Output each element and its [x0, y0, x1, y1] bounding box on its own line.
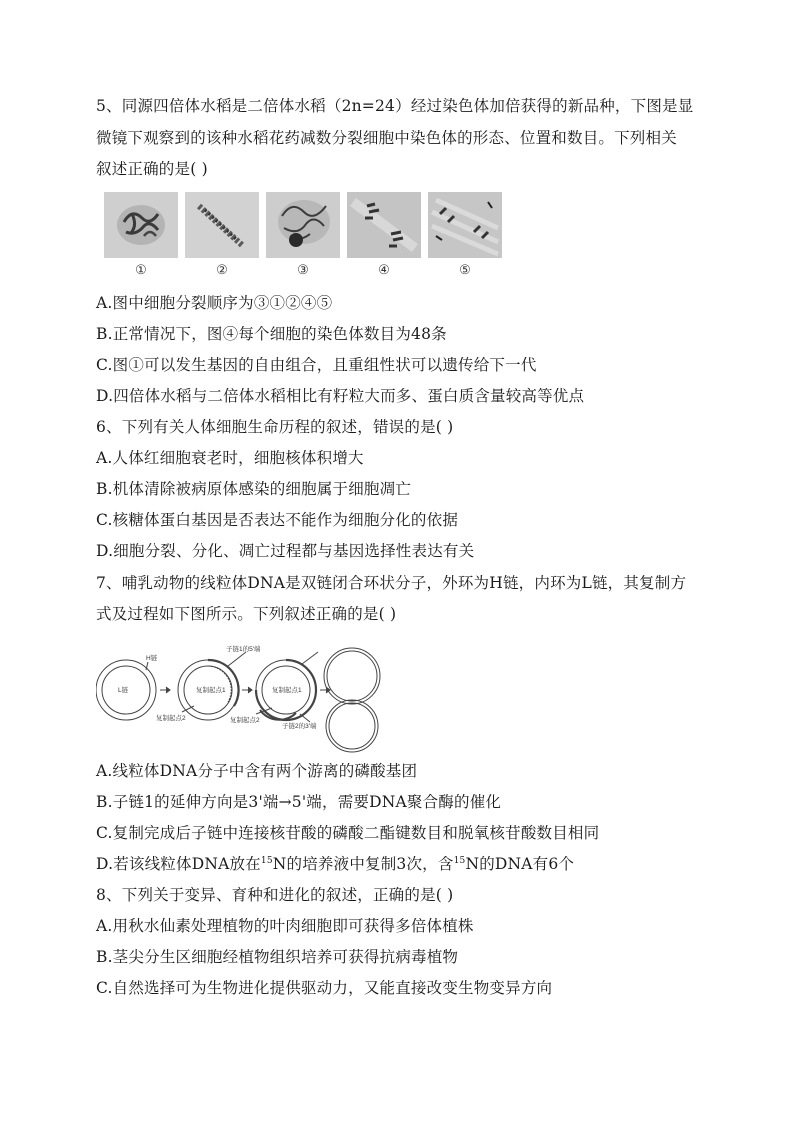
- q7-stem-line-2: 式及过程如下图所示。下列叙述正确的是( ): [96, 605, 397, 623]
- label-origin1-b: 复制起点1: [272, 687, 302, 694]
- label-strand2-3end: 子链2的3'端: [282, 723, 317, 730]
- q5-stem-line-3: 叙述正确的是( ): [96, 160, 208, 178]
- label-origin2-b: 复制起点2: [230, 717, 260, 724]
- q7-stem-line-1: 7、哺乳动物的线粒体DNA是双链闭合环状分子，外环为H链，内环为L链，其复制方: [96, 574, 687, 592]
- label-strand1-5end: 子链1的5'端: [226, 646, 261, 653]
- q6-stem: 6、下列有关人体细胞生命历程的叙述，错误的是( ): [96, 418, 454, 436]
- q7-option-d-mid: N的培养液中复制3次，含: [272, 855, 454, 873]
- micrograph-3: [266, 192, 340, 258]
- q8-option-c: C.自然选择可为生物进化提供驱动力，又能直接改变生物变异方向: [96, 979, 553, 997]
- micrograph-2: [185, 192, 259, 258]
- q5-stem-line-2: 微镜下观察到的该种水稻花药减数分裂细胞中染色体的形态、位置和数目。下列相关: [96, 129, 677, 147]
- q6-option-b: B.机体清除被病原体感染的细胞属于细胞凋亡: [96, 480, 412, 498]
- micrograph-4: [347, 192, 421, 258]
- q7-option-d-sup2: 15: [453, 856, 466, 866]
- q5-stem-line-1: 5、同源四倍体水稻是二倍体水稻（2n=24）经过染色体加倍获得的新品种，下图是显: [96, 97, 694, 115]
- micrograph-1: [104, 192, 178, 258]
- q5-option-b: B.正常情况下，图④每个细胞的染色体数目为48条: [96, 325, 447, 343]
- q8-option-b: B.茎尖分生区细胞经植物组织培养可获得抗病毒植物: [96, 948, 459, 966]
- q5-option-d: D.四倍体水稻与二倍体水稻相比有籽粒大而多、蛋白质含量较高等优点: [96, 387, 585, 405]
- q8-option-a: A.用秋水仙素处理植物的叶肉细胞即可获得多倍体植株: [96, 917, 474, 935]
- label-l-chain: L链: [118, 687, 129, 694]
- micrograph-label-4: ④: [378, 263, 390, 278]
- label-h-chain: H链: [146, 655, 158, 662]
- q7-option-b: B.子链1的延伸方向是3'端→5'端，需要DNA聚合酶的催化: [96, 793, 502, 811]
- mtdna-replication-diagram: [96, 644, 386, 754]
- q7-option-d-pre: D.若该线粒体DNA放在: [96, 855, 261, 873]
- q6-option-c: C.核糖体蛋白基因是否表达不能作为细胞分化的依据: [96, 511, 459, 529]
- micrograph-5: [428, 192, 502, 258]
- micrograph-label-2: ②: [216, 263, 228, 278]
- q7-option-a: A.线粒体DNA分子中含有两个游离的磷酸基团: [96, 762, 418, 780]
- label-origin2: 复制起点2: [156, 715, 186, 722]
- q7-option-d-sup1: 15: [260, 856, 273, 866]
- label-origin1: 复制起点1: [196, 687, 226, 694]
- q5-option-a: A.图中细胞分裂顺序为③①②④⑤: [96, 294, 333, 312]
- micrograph-label-3: ③: [297, 263, 309, 278]
- q5-micrograph-strip: [104, 192, 502, 282]
- q7-option-c: C.复制完成后子链中连接核苷酸的磷酸二酯键数目和脱氧核苷酸数目相同: [96, 824, 600, 842]
- q6-option-d: D.细胞分裂、分化、凋亡过程都与基因选择性表达有关: [96, 542, 475, 560]
- micrograph-label-5: ⑤: [459, 263, 471, 278]
- q8-stem: 8、下列关于变异、育种和进化的叙述，正确的是( ): [96, 886, 454, 904]
- q7-option-d-post: N的DNA有6个: [465, 855, 575, 873]
- q7-option-d: [96, 853, 574, 875]
- q5-option-c: C.图①可以发生基因的自由组合，且重组性状可以遗传给下一代: [96, 356, 537, 374]
- q6-option-a: A.人体红细胞衰老时，细胞核体积增大: [96, 449, 364, 467]
- micrograph-label-1: ①: [135, 263, 147, 278]
